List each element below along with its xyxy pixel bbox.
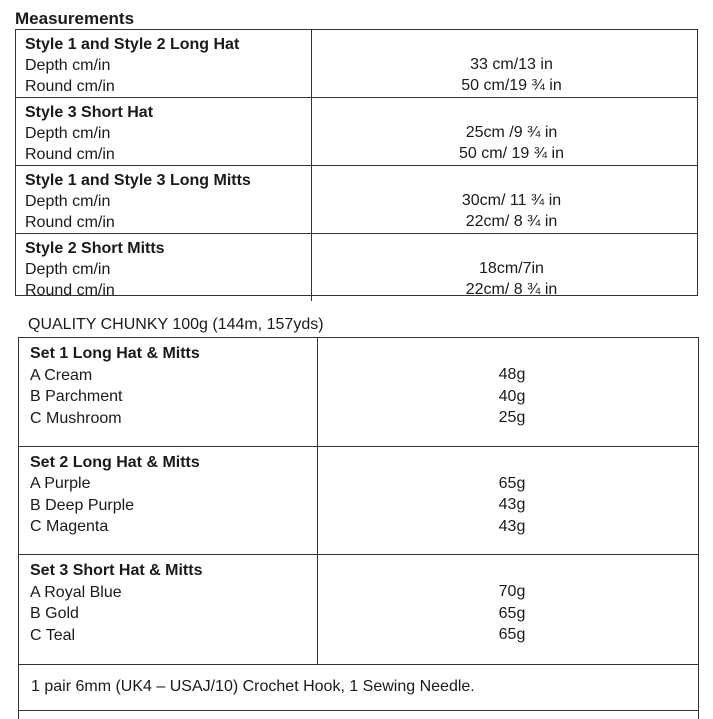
round-label: Round cm/in xyxy=(25,214,115,231)
yarn-color: C Magenta xyxy=(30,518,109,536)
yarn-color: C Teal xyxy=(30,626,76,644)
round-value: 50 cm/19 ¾ in xyxy=(461,77,562,94)
tools-box xyxy=(18,664,699,719)
yarn-set-weights xyxy=(318,338,698,447)
depth-value: 30cm/ 11 ¾ in xyxy=(461,192,562,209)
yarn-set-heading: Set 3 Short Hat & Mitts xyxy=(30,562,203,580)
yarn-color: B Gold xyxy=(30,605,79,623)
yarn-weight: 65g xyxy=(498,626,526,644)
measurement-heading: Style 2 Short Mitts xyxy=(25,240,165,257)
yarn-color: A Purple xyxy=(30,475,91,493)
yarn-table xyxy=(18,337,699,665)
measurement-row-label xyxy=(16,234,312,301)
yarn-weight: 43g xyxy=(498,496,526,514)
yarn-set-colors xyxy=(19,555,318,664)
round-value: 22cm/ 8 ¾ in xyxy=(465,281,558,298)
round-label: Round cm/in xyxy=(25,146,115,163)
measurement-row-values xyxy=(312,234,697,301)
depth-value: 25cm /9 ¾ in xyxy=(465,124,558,141)
depth-label: Depth cm/in xyxy=(25,125,111,142)
yarn-set-colors xyxy=(19,338,318,447)
yarn-color: A Royal Blue xyxy=(30,583,122,601)
depth-value: 18cm/7in xyxy=(479,260,544,277)
yarn-quality: QUALITY CHUNKY 100g (144m, 157yds) xyxy=(28,316,324,333)
measurement-row-label xyxy=(16,166,312,234)
yarn-weight: 43g xyxy=(498,517,526,535)
measurements-table xyxy=(15,29,698,299)
yarn-weight: 65g xyxy=(498,474,526,492)
depth-label: Depth cm/in xyxy=(25,261,111,278)
yarn-set-weights xyxy=(318,447,698,556)
yarn-weight: 48g xyxy=(498,366,526,383)
depth-label: Depth cm/in xyxy=(25,57,111,74)
yarn-color: B Deep Purple xyxy=(30,496,135,514)
yarn-weight: 65g xyxy=(498,604,526,622)
divider xyxy=(19,710,698,711)
round-value: 50 cm/ 19 ¾ in xyxy=(459,145,564,162)
yarn-set-heading: Set 1 Long Hat & Mitts xyxy=(30,345,200,362)
depth-label: Depth cm/in xyxy=(25,193,111,210)
yarn-weight: 70g xyxy=(498,583,526,601)
measurement-heading: Style 3 Short Hat xyxy=(25,104,154,121)
yarn-color: A Cream xyxy=(30,366,93,384)
measurement-row-values xyxy=(312,30,697,98)
yarn-set-weights xyxy=(318,555,698,664)
round-value: 22cm/ 8 ¾ in xyxy=(465,213,558,230)
measurement-row-values xyxy=(312,98,697,166)
measurement-heading: Style 1 and Style 2 Long Hat xyxy=(25,36,240,53)
round-label: Round cm/in xyxy=(25,282,115,299)
measurement-heading: Style 1 and Style 3 Long Mitts xyxy=(25,172,251,189)
measurements-title: Measurements xyxy=(15,9,135,28)
tools-text: 1 pair 6mm (UK4 – USAJ/10) Crochet Hook, 1 Sewing Needle. xyxy=(31,678,475,695)
measurement-row-label xyxy=(16,30,312,98)
depth-value: 33 cm/13 in xyxy=(470,56,553,73)
yarn-color: C Mushroom xyxy=(30,409,122,427)
yarn-color: B Parchment xyxy=(30,388,123,405)
yarn-weight: 40g xyxy=(498,387,526,405)
measurement-row-label xyxy=(16,98,312,166)
yarn-weight: 25g xyxy=(498,409,526,426)
yarn-set-colors xyxy=(19,447,318,556)
measurement-row-values xyxy=(312,166,697,234)
round-label: Round cm/in xyxy=(25,78,115,95)
yarn-set-heading: Set 2 Long Hat & Mitts xyxy=(30,453,200,471)
